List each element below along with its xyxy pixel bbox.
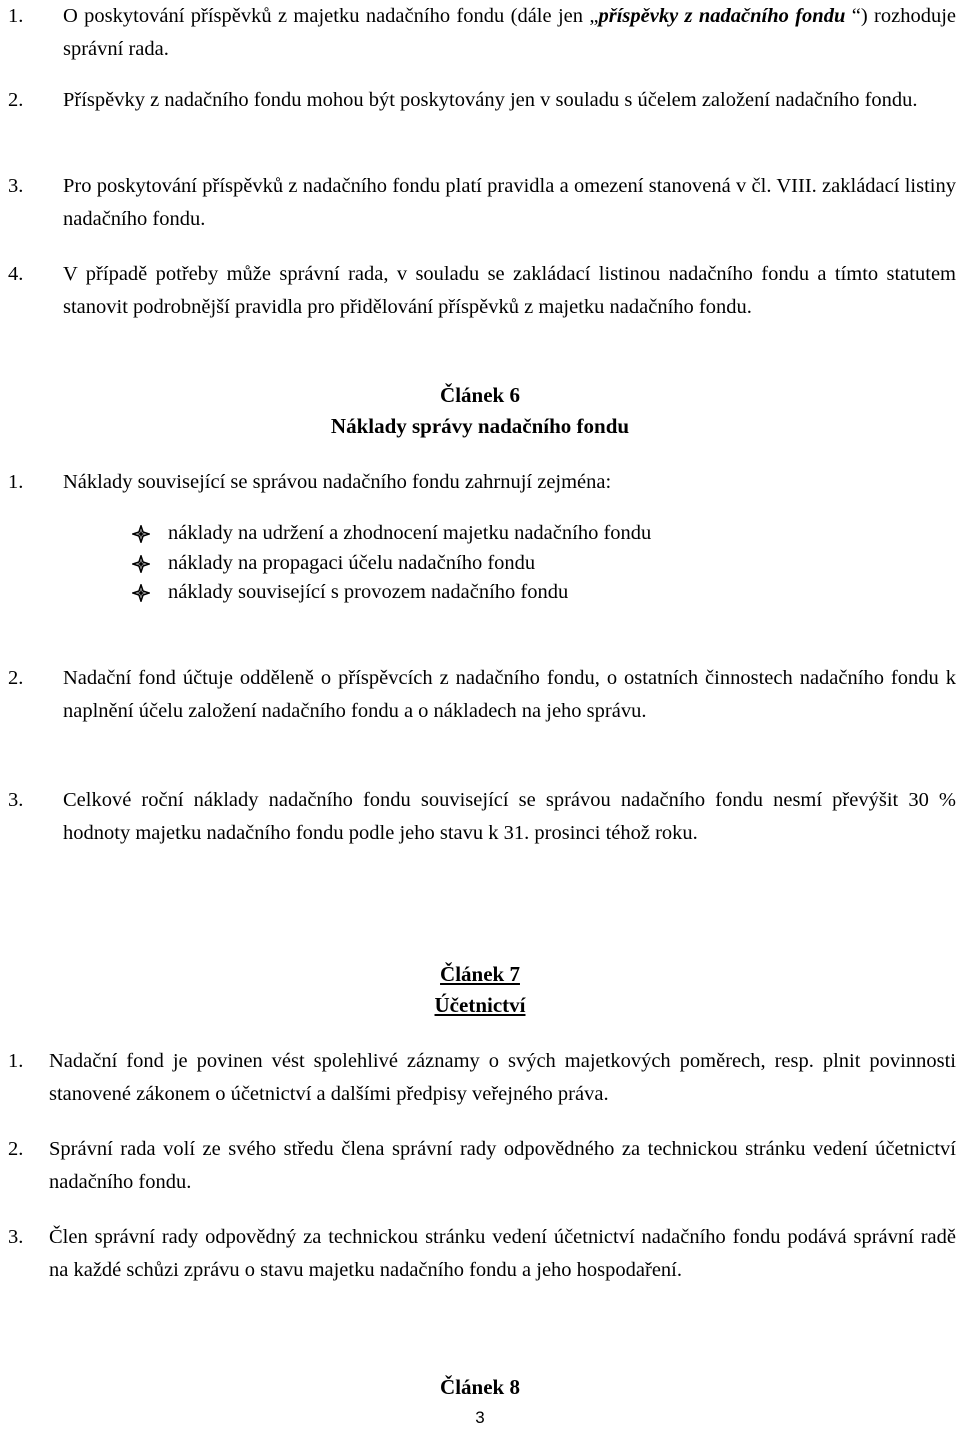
list-item-text: náklady na udržení a zhodnocení majetku nadačního fondu	[168, 522, 652, 544]
paragraph-number: 1.	[8, 471, 24, 493]
cost-list	[132, 519, 651, 608]
paragraph-text	[8, 0, 956, 66]
article-subtitle: Účetnictví	[434, 993, 526, 1017]
paragraph-text: Člen správní rady odpovědný za technickou stránku vedení účetnictví nadačního fondu podává správní radě na každé schůzi zprávu o stavu majetku nadačního fondu a jeho hospodaření.	[49, 1226, 956, 1281]
paragraph-text-end: “) rozhoduje správní rada.	[63, 5, 956, 60]
article-7-paragraph-1	[8, 1045, 956, 1111]
article-8-heading	[0, 1372, 960, 1403]
diamond-bullet-icon	[132, 584, 150, 602]
paragraph-text: V případě potřeby může správní rada, v souladu se zakládací listinou nadačního fondu a tímto statutem stanovit podrobnější pravidla pro přidělování příspěvků z majetku nadačního fondu.	[63, 263, 956, 318]
list-item-text: náklady související s provozem nadačního fondu	[168, 581, 569, 603]
paragraph-text: Příspěvky z nadačního fondu mohou být poskytovány jen v souladu s účelem založení nadačního fondu.	[63, 89, 918, 111]
article-title: Článek 8	[440, 1375, 520, 1399]
page-number: 3	[475, 1408, 485, 1427]
paragraph-number: 3.	[8, 175, 24, 197]
article-6-heading	[0, 380, 960, 442]
paragraph-number: 1.	[8, 1050, 24, 1072]
paragraph-3	[8, 170, 956, 236]
paragraph-text: Nadační fond účtuje odděleně o příspěvcích z nadačního fondu, o ostatních činnostech nadačního fondu k naplnění účelu založení nadačního fondu a o nákladech na jeho správu.	[63, 667, 956, 722]
paragraph-1	[8, 0, 956, 66]
list-item-text: náklady na propagaci účelu nadačního fondu	[168, 551, 536, 574]
diamond-bullet-icon	[132, 525, 150, 543]
list-item	[132, 549, 651, 579]
paragraph-number: 4.	[8, 263, 24, 285]
article-title: Článek 6	[440, 383, 520, 407]
paragraph-number: 3.	[8, 1226, 24, 1248]
article-7-paragraph-3	[8, 1221, 956, 1287]
diamond-bullet-icon	[132, 555, 150, 573]
paragraph-text: Pro poskytování příspěvků z nadačního fondu platí pravidla a omezení stanovená v čl. VIII. zakládací listiny nadačního fondu.	[63, 175, 956, 230]
list-item	[132, 578, 651, 608]
paragraph-number: 2.	[8, 1138, 24, 1160]
article-6-paragraph-3	[8, 784, 956, 850]
paragraph-number: 1.	[8, 5, 24, 27]
paragraph-number: 2.	[8, 89, 24, 111]
article-6-paragraph-2	[8, 662, 956, 728]
article-7-heading	[0, 959, 960, 1021]
article-subtitle: Náklady správy nadačního fondu	[330, 414, 630, 438]
paragraph-4	[8, 258, 956, 324]
article-title: Článek 7	[440, 962, 520, 986]
paragraph-text: Nadační fond je povinen vést spolehlivé záznamy o svých majetkových poměrech, resp. plnit povinnosti stanovené zákonem o účetnictví a dalšími předpisy veřejného práva.	[49, 1050, 956, 1105]
paragraph-number: 2.	[8, 667, 24, 689]
paragraph-number: 3.	[8, 789, 24, 811]
paragraph-2	[8, 84, 956, 117]
article-6-paragraph-1	[8, 466, 956, 499]
paragraph-text-start: O poskytování příspěvků z majetku nadačního fondu (dále jen „	[63, 5, 599, 27]
list-item	[132, 519, 651, 549]
article-7-paragraph-2	[8, 1133, 956, 1199]
paragraph-text: Náklady související se správou nadačního fondu zahrnují zejména:	[63, 471, 612, 493]
paragraph-text: Celkové roční náklady nadačního fondu související se správou nadačního fondu nesmí převýšit 30 % hodnoty majetku nadačního fondu podle jeho stavu k 31. prosinci téhož roku.	[63, 789, 956, 844]
defined-term: příspěvky z nadačního fondu	[598, 5, 846, 27]
paragraph-text: Správní rada volí ze svého středu člena správní rady odpovědného za technickou stránku vedení účetnictví nadačního fondu.	[49, 1138, 956, 1193]
